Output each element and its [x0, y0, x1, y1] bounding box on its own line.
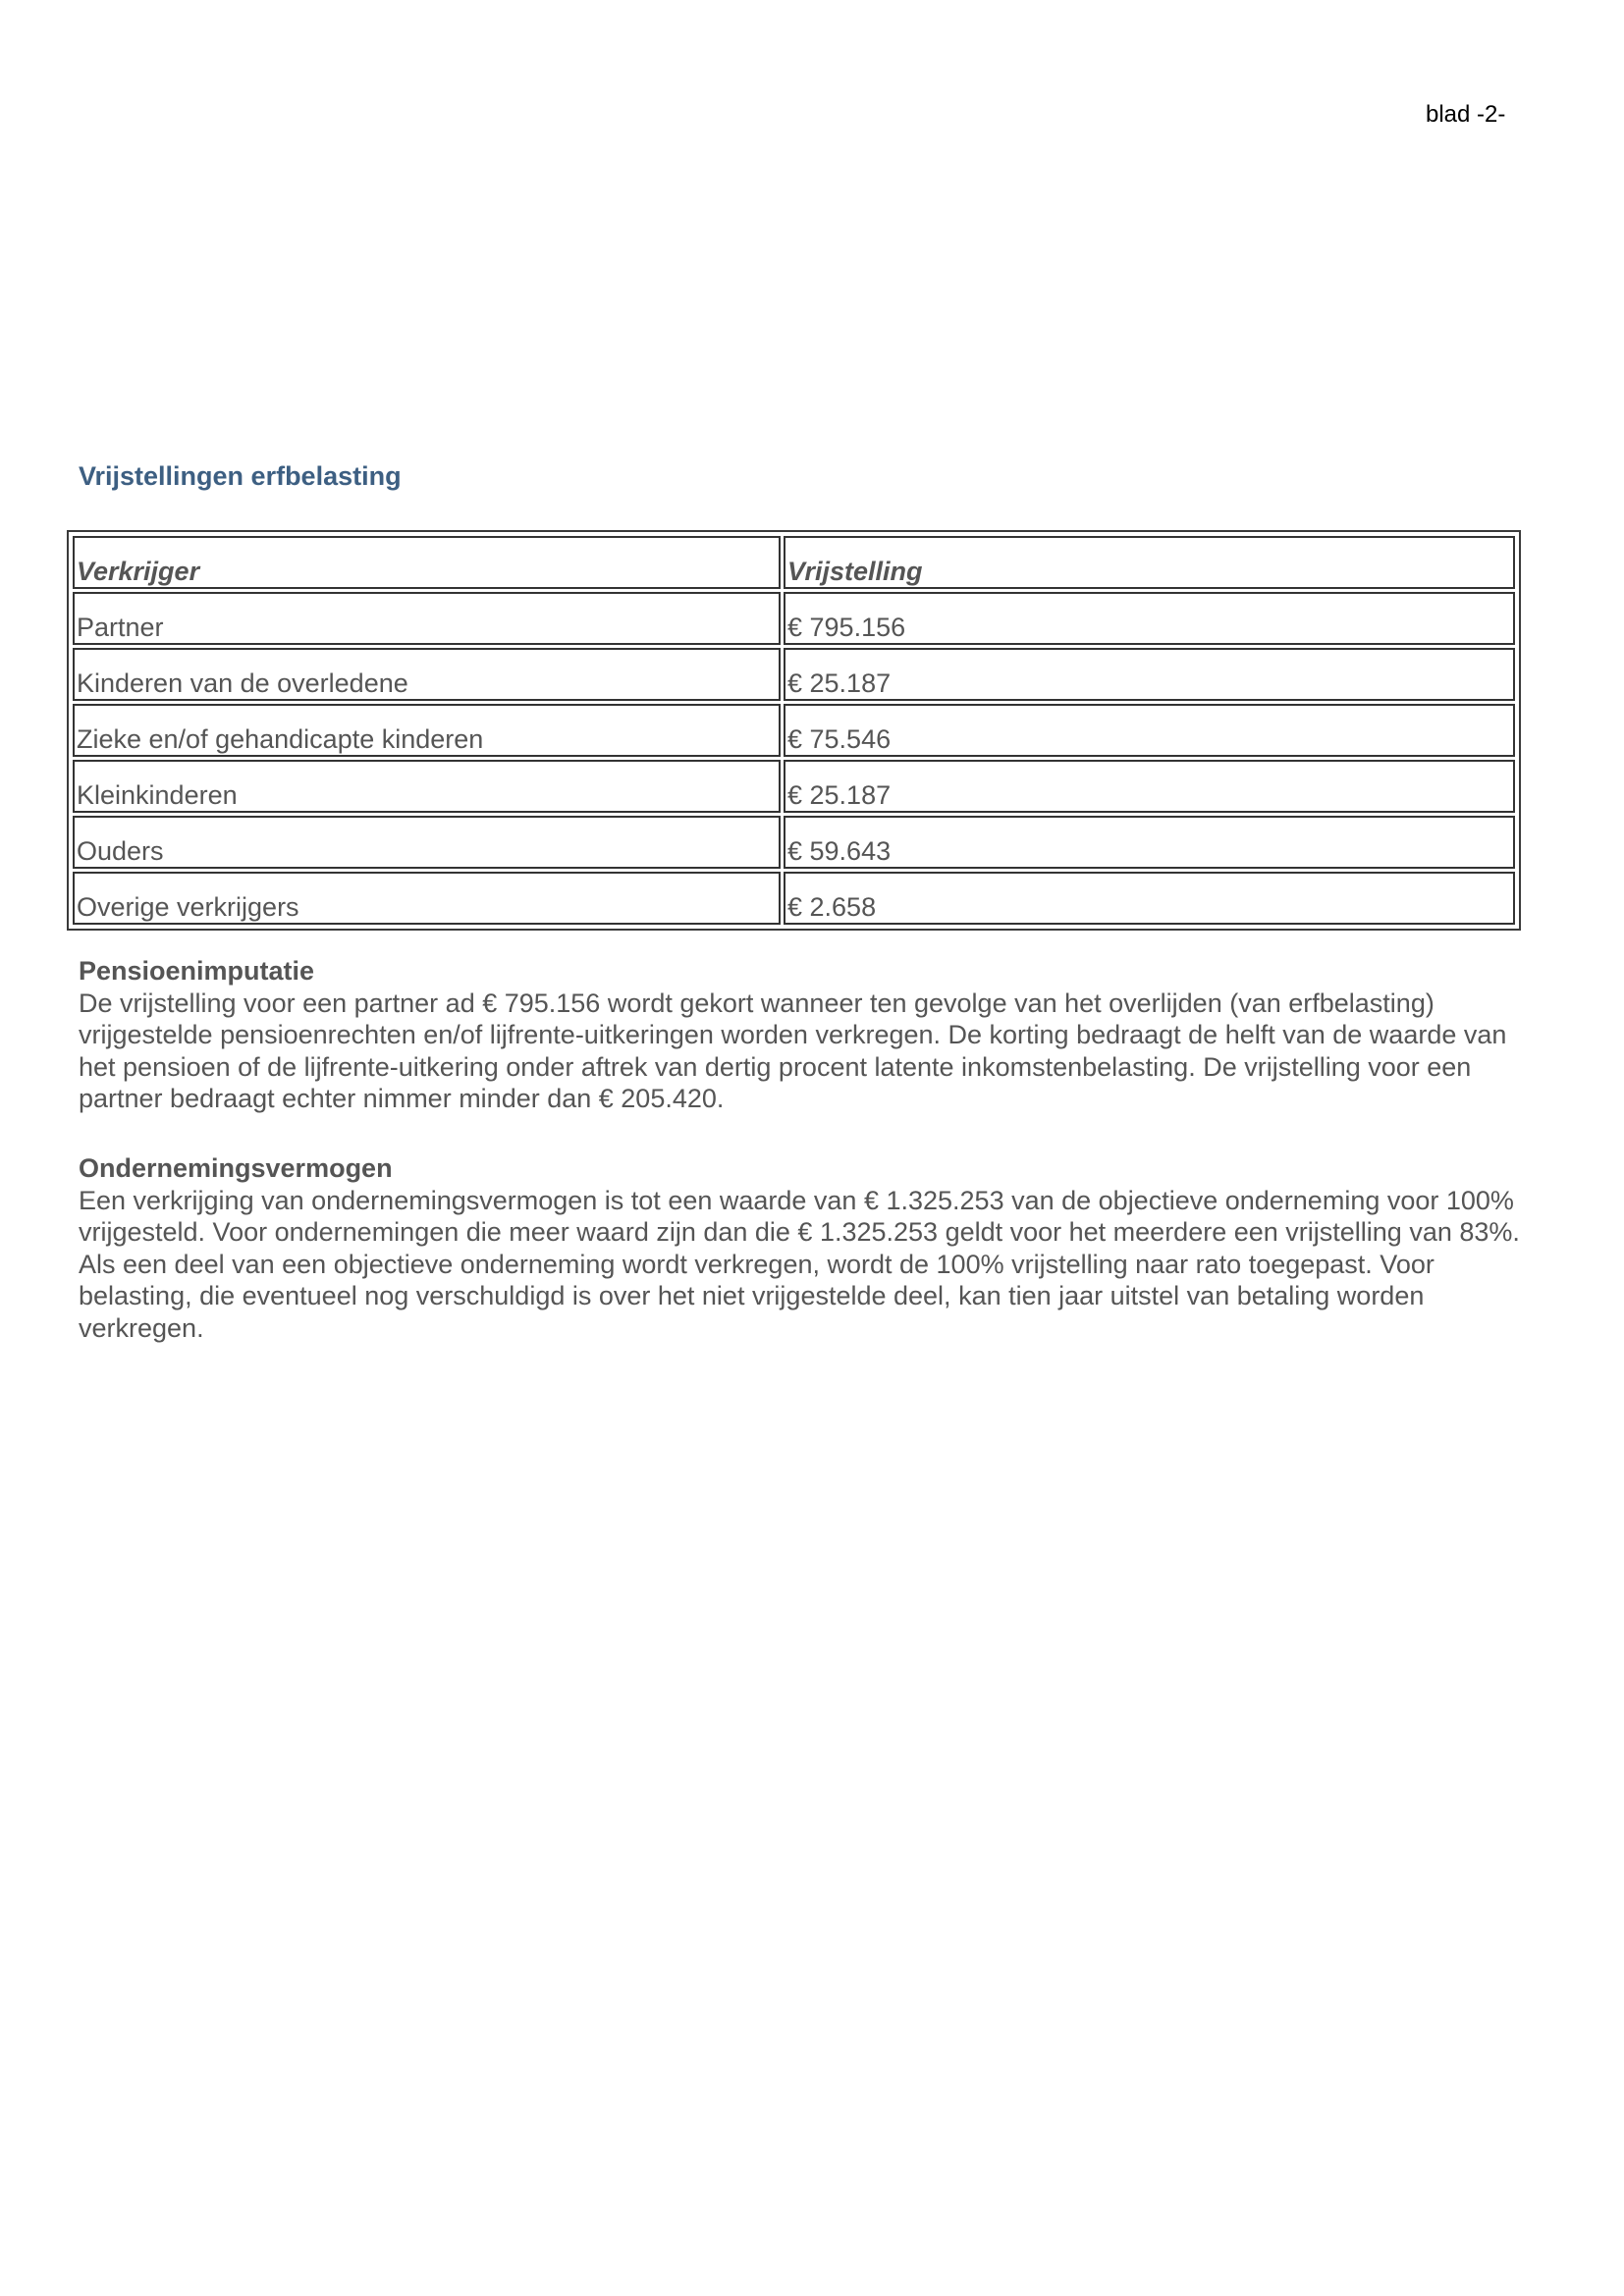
business-assets-section: [79, 1152, 1522, 1344]
table-cell-recipient: Kinderen van de overledene: [73, 648, 781, 701]
table-cell-recipient: Zieke en/of gehandicapte kinderen: [73, 704, 781, 757]
exemption-table-frame: [67, 530, 1521, 931]
table-cell-recipient: Kleinkinderen: [73, 760, 781, 813]
pension-imputation-section: [79, 955, 1522, 1115]
table-cell-exemption: € 2.658: [784, 872, 1515, 925]
table-cell-recipient: Ouders: [73, 816, 781, 869]
column-header-verkrijger: Verkrijger: [73, 536, 781, 589]
table-row: [73, 872, 1515, 925]
table-cell-exemption: € 25.187: [784, 760, 1515, 813]
table-cell-recipient: Overige verkrijgers: [73, 872, 781, 925]
table-cell-exemption: € 75.546: [784, 704, 1515, 757]
table-header-row: [73, 536, 1515, 589]
business-assets-text: Een verkrijging van ondernemingsvermogen is tot een waarde van € 1.325.253 van de objectieve onderneming voor 100% vrijgesteld. Voor ondernemingen die meer waard zijn dan die € 1.325.253 geldt voor het meerdere een vrijstelling van 83%. Als een deel van een objectieve onderneming wordt verkregen, wordt de 100% vrijstelling naar rato toegepast. Voor belasting, die eventueel nog verschuldigd is over het niet vrijgestelde deel, kan tien jaar uitstel van betaling worden verkregen.: [79, 1185, 1520, 1343]
table-cell-exemption: € 59.643: [784, 816, 1515, 869]
section-title: Vrijstellingen erfbelasting: [79, 461, 402, 491]
pension-imputation-text: De vrijstelling voor een partner ad € 795.156 wordt gekort wanneer ten gevolge van het overlijden (van erfbelasting) vrijgestelde pensioenrechten en/of lijfrente-uitkeringen worden verkregen. De korting bedraagt de helft van de waarde van het pensioen of de lijfrente-uitkering onder aftrek van dertig procent latente inkomstenbelasting. De vrijstelling voor een partner bedraagt echter nimmer minder dan € 205.420.: [79, 988, 1507, 1113]
page-number: blad -2-: [1426, 101, 1506, 128]
table-cell-recipient: Partner: [73, 592, 781, 645]
table-cell-exemption: € 795.156: [784, 592, 1515, 645]
table-cell-exemption: € 25.187: [784, 648, 1515, 701]
exemption-table: [70, 533, 1518, 928]
pension-imputation-heading: Pensioenimputatie: [79, 956, 315, 986]
table-row: [73, 760, 1515, 813]
table-row: [73, 704, 1515, 757]
table-row: [73, 592, 1515, 645]
table-row: [73, 816, 1515, 869]
column-header-vrijstelling: Vrijstelling: [784, 536, 1515, 589]
table-row: [73, 648, 1515, 701]
business-assets-heading: Ondernemingsvermogen: [79, 1153, 393, 1183]
